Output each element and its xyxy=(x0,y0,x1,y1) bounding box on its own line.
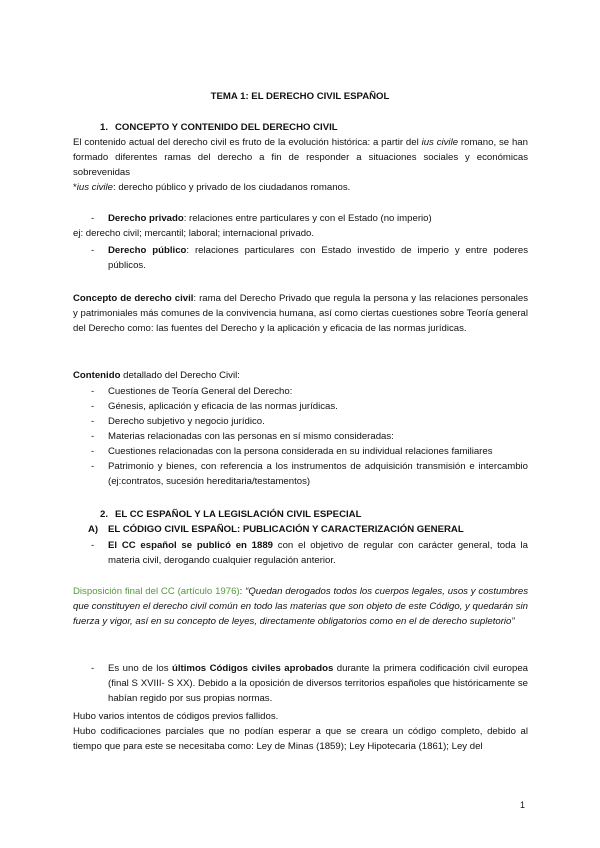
disposicion-quote: “Quedan derogados todos los cuerpos legales, usos y costumbres que constituyen el derecho civil común en todo las materias que son objeto de este Código, y quedarán sin fuerza y vigor, así en su concepto de leyes, directamente obligatorios como en el de derecho supletorio” xyxy=(73,586,528,627)
subsection-a-heading xyxy=(73,522,528,537)
disposicion-colon: : xyxy=(239,586,246,597)
section-2-number: 2. xyxy=(99,509,108,520)
ultimos-codigos-item: - Es uno de los últimos Códigos civiles aprobados durante la primera codificación civil europea (final S XVIII- S XX). Debido a la oposición de diversos territorios españoles que históricamente se habían regido por sus propias normas. xyxy=(91,663,528,704)
intro-text-b: romano, se han formado diferentes ramas del derecho a fin de responder a situaciones sociales y económicas sobrevenidas xyxy=(73,137,528,178)
section-2-title: EL CC ESPAÑOL Y LA LEGISLACIÓN CIVIL ESPECIAL xyxy=(115,509,362,520)
ius-civile-note xyxy=(73,180,528,195)
ultimos-text-a: Es uno de los xyxy=(108,663,173,674)
note-ius-civile: ius civile xyxy=(76,182,113,193)
derecho-privado-item: - Derecho privado: relaciones entre particulares y con el Estado (no imperio) xyxy=(91,213,432,224)
publicacion-item: - El CC español se publicó en 1889 con el objetivo de regular con carácter general, toda la materia civil, derogando cualquier regulación anterior. xyxy=(91,540,529,566)
section-1-number: 1. xyxy=(99,122,108,133)
concepto-text: : rama del Derecho Privado que regula la persona y las relaciones personales y patrimoniales más comunes de la convivencia humana, así como ciertas cuestiones sobre Teoría general del Derecho como: las fuentes del Derecho y la aplicación y eficacia de las normas jurídicas. xyxy=(73,293,528,334)
disposicion-label: Disposición final del CC (artículo 1976) xyxy=(73,586,240,597)
derecho-publico-item: - Derecho público: relaciones particulares con Estado investido de imperio y entre poderes públicos. xyxy=(91,245,528,271)
intro-text-a: El contenido actual del derecho civil es fruto de la evolución histórica: a partir del xyxy=(73,137,422,148)
ultimos-bold: últimos Códigos civiles aprobados xyxy=(172,663,334,674)
ultimos-text-b: durante la primera codificación civil europea (final S XVIII- S XX). Debido a la oposición de diversos territorios españoles que históricamente se habían regido por sus propias normas. xyxy=(108,663,528,704)
contenido-intro xyxy=(73,368,528,383)
publicacion-label: El CC español se publicó en 1889 xyxy=(108,540,274,551)
list-item: - Materias relacionadas con las personas en sí mismo consideradas: xyxy=(73,429,528,444)
ejemplos-privado: ej: derecho civil; mercantil; laboral; internacional privado. xyxy=(73,228,315,239)
page-number: 1 xyxy=(519,800,525,810)
intentos-paragraph: Hubo varios intentos de códigos previos fallidos. xyxy=(73,711,279,722)
note-asterisk: * xyxy=(73,182,77,193)
section-1-heading xyxy=(73,120,528,135)
subsection-a-number: A) xyxy=(88,524,99,535)
section-1-title: CONCEPTO Y CONTENIDO DEL DERECHO CIVIL xyxy=(115,122,338,133)
note-text: : derecho público y privado de los ciudadanos romanos. xyxy=(113,182,351,193)
list-item: - Patrimonio y bienes, con referencia a los instrumentos de adquisición transmisión e intercambio (ej:contratos, sucesión hereditaria/testamentos) xyxy=(73,459,528,489)
subsection-a-title: EL CÓDIGO CIVIL ESPAÑOL: PUBLICACIÓN Y CARACTERIZACIÓN GENERAL xyxy=(108,524,464,535)
list-item: - Cuestiones relacionadas con la persona considerada en su individual relaciones familiares xyxy=(73,444,528,459)
list-item: - Génesis, aplicación y eficacia de las normas jurídicas. xyxy=(73,399,528,414)
privado-text: : relaciones entre particulares y con el Estado (no imperio) xyxy=(183,213,432,224)
intro-paragraph xyxy=(73,135,528,180)
concepto-paragraph xyxy=(73,291,528,336)
contenido-label: Contenido xyxy=(73,370,121,381)
section-2-heading xyxy=(73,507,528,522)
publico-text: : relaciones particulares con Estado investido de imperio y entre poderes públicos. xyxy=(108,245,528,271)
contenido-text: detallado del Derecho Civil: xyxy=(120,370,240,381)
intro-ius-civile: ius civile xyxy=(421,137,459,148)
concepto-label: Concepto de derecho civil xyxy=(73,293,194,304)
contenido-list xyxy=(73,384,528,489)
publicacion-text: con el objetivo de regular con carácter general, toda la materia civil, derogando cualquier regulación anterior. xyxy=(108,540,529,566)
list-item: - Derecho subjetivo y negocio jurídico. xyxy=(73,414,528,429)
document-title: TEMA 1: EL DERECHO CIVIL ESPAÑOL xyxy=(210,91,390,102)
publico-label: Derecho público xyxy=(108,245,187,256)
disposicion-final-paragraph xyxy=(73,584,528,629)
list-item: - Cuestiones de Teoría General del Derecho: xyxy=(73,384,528,399)
privado-label: Derecho privado xyxy=(108,213,184,224)
parciales-paragraph: Hubo codificaciones parciales que no podían esperar a que se creara un código completo, debido al tiempo que para este se necesitaba como: Ley de Minas (1859); Ley Hipotecaria (1861); Ley del xyxy=(73,726,528,752)
